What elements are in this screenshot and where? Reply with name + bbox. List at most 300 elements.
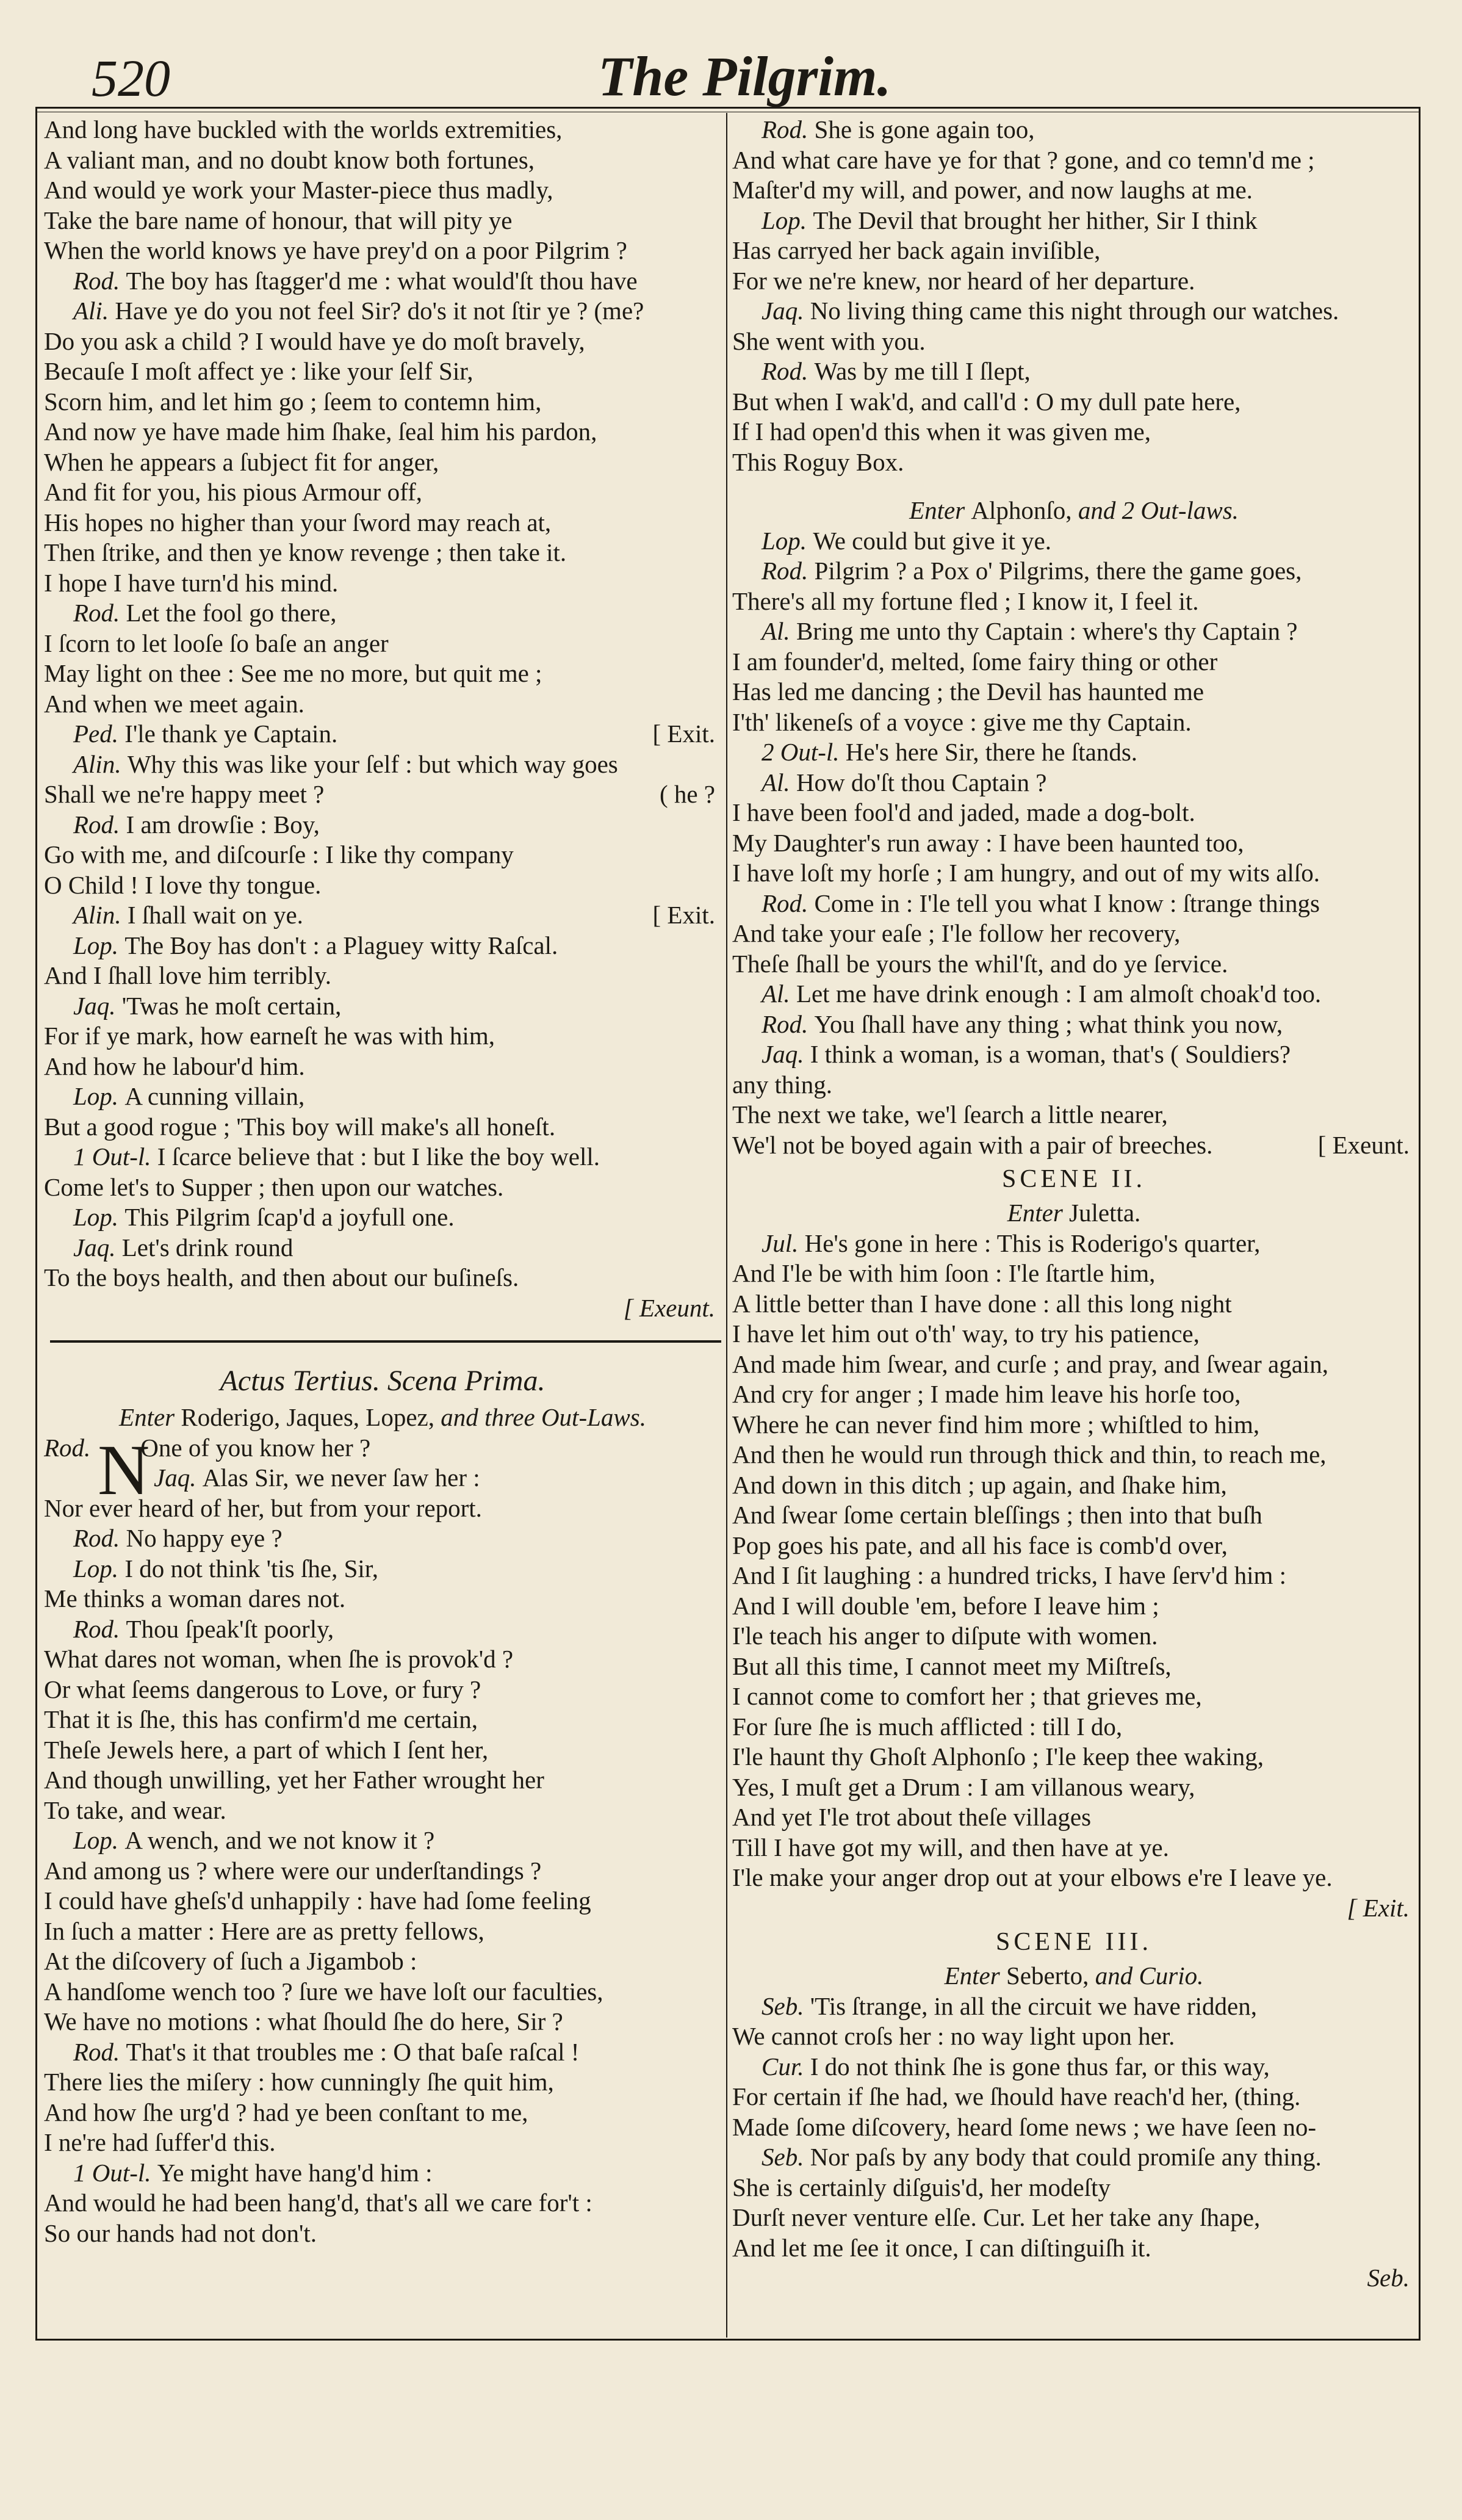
verse-line [732, 145, 1416, 176]
line-text: I ſcorn to let looſe ſo baſe an anger [44, 629, 389, 657]
verse-line [44, 1796, 721, 1826]
line-text: And would ye work your Master-piece thus madly, [44, 176, 553, 204]
verse-line [732, 2203, 1416, 2233]
line-text: That it is ſhe, this has confirm'd me certain, [44, 1705, 478, 1733]
speaker-label: Lop. [73, 1826, 125, 1854]
speaker-label: Jaq. [762, 1040, 810, 1068]
line-text: 'Twas he moſt certain, [121, 991, 342, 1020]
line-text: Becauſe I moſt affect ye : like your ſelf Sir, [44, 357, 474, 385]
verse-line [44, 2007, 721, 2037]
line-text: But all this time, I cannot meet my Miſtreſs, [732, 1652, 1172, 1680]
verse-line [44, 1493, 721, 1524]
speech-line [44, 2158, 721, 2189]
stage-names: Alphonſo, [971, 496, 1078, 524]
speaker-label: Al. [762, 980, 796, 1008]
verse-line [732, 1621, 1416, 1652]
speech-line [44, 1202, 721, 1233]
speech-line [44, 810, 721, 840]
catchword: Seb. [1367, 2264, 1410, 2292]
verse-line [44, 1765, 721, 1796]
verse-line [44, 961, 721, 991]
line-text: The Devil that brought her hither, Sir I think [813, 206, 1258, 234]
speaker-label: Rod. [73, 2037, 126, 2066]
line-text: I cannot come to comfort her ; that grieves me, [732, 1682, 1202, 1710]
verse-line [732, 417, 1416, 447]
verse-line [44, 115, 721, 145]
line-text: When he appears a ſubject fit for anger, [44, 447, 439, 476]
line-text: I'le teach his anger to diſpute with women. [732, 1622, 1158, 1650]
verse-line [732, 1289, 1416, 1320]
verse-line [732, 1130, 1416, 1161]
line-text: There's all my fortune fled ; I know it, I feel it. [732, 587, 1199, 615]
speaker-label: Alin. [73, 901, 128, 929]
line-text: Let the fool go there, [126, 599, 337, 627]
speaker-label: Rod. [762, 1009, 815, 1038]
section-rule [44, 1323, 721, 1360]
speech-line [44, 598, 721, 629]
line-text: Thou ſpeak'ſt poorly, [126, 1614, 334, 1643]
frame-left-rule [35, 107, 37, 2341]
verse-line [44, 1172, 721, 1203]
line-text: And though unwilling, yet her Father wrought her [44, 1766, 544, 1794]
stage-tail: and 2 Out-laws. [1078, 496, 1239, 524]
line-text: Then ſtrike, and then ye know revenge ; then take it. [44, 538, 567, 566]
line-text: One of you know her ? [140, 1433, 371, 1462]
line-text: For if ye mark, how earneſt he was with him, [44, 1022, 495, 1050]
line-text: And long have buckled with the worlds extremities, [44, 115, 563, 143]
line-text: And cry for anger ; I made him leave his horſe too, [732, 1380, 1241, 1408]
line-text: May light on thee : See me no more, but quit me ; [44, 659, 542, 687]
line-text: But when I wak'd, and call'd : O my dull pate here, [732, 387, 1241, 416]
stage-enter: Enter [909, 496, 971, 524]
stage-exit: ( he ? [659, 780, 715, 808]
line-text: In ſuch a matter : Here are as pretty fellows, [44, 1916, 484, 1945]
line-text: He's gone in here : This is Roderigo's quarter, [804, 1229, 1261, 1257]
speaker-label: Jaq. [154, 1464, 203, 1492]
line-text: I have let him out o'th' way, to try his patience, [732, 1320, 1200, 1348]
line-text: And take your eaſe ; I'le follow her recovery, [732, 919, 1181, 947]
line-text: Has led me dancing ; the Devil has haunted me [732, 677, 1205, 706]
speech-line [732, 356, 1416, 387]
verse-line [44, 1886, 721, 1916]
speech-line [732, 1991, 1416, 2022]
verse-line [44, 477, 721, 508]
verse-line [732, 1410, 1416, 1440]
line-text: And down in this ditch ; up again, and ſhake him, [732, 1470, 1227, 1499]
speech-line [44, 1554, 721, 1584]
line-text: And I'le be with him ſoon : I'le ſtartle him, [732, 1259, 1156, 1287]
verse-line [44, 779, 721, 810]
line-text: To the boys health, and then about our buſineſs. [44, 1263, 519, 1291]
speech-line [732, 979, 1416, 1009]
speaker-label: Lop. [73, 1082, 125, 1110]
speaker-label: Rod. [73, 599, 126, 627]
line-text: Was by me till I ſlept, [814, 357, 1031, 385]
stage-tail: and Curio. [1095, 1962, 1204, 1990]
speech-line [732, 556, 1416, 587]
line-text: Let's drink round [121, 1233, 293, 1262]
line-text: Me thinks a woman dares not. [44, 1584, 346, 1612]
line-text: She went with you. [732, 327, 926, 355]
verse-line [732, 266, 1416, 297]
verse-line [732, 587, 1416, 617]
stage-direction [732, 1961, 1416, 1991]
speech-line [44, 296, 721, 327]
speech-line [44, 1614, 721, 1645]
verse-line [732, 949, 1416, 980]
verse-line [44, 356, 721, 387]
speech-line [44, 2037, 721, 2068]
speech-line [44, 1233, 721, 1263]
line-text: Or what ſeems dangerous to Love, or fury ? [44, 1675, 481, 1703]
verse-line [732, 858, 1416, 889]
line-text: And then he would run through thick and thin, to reach me, [732, 1440, 1327, 1468]
verse-line [44, 236, 721, 266]
speaker-label: Rod. [762, 357, 815, 385]
speech-line [732, 1039, 1416, 1070]
verse-line [732, 1531, 1416, 1561]
speaker-label: 1 Out-l. [73, 2158, 157, 2187]
verse-line [732, 1561, 1416, 1591]
line-text: I think a woman, is a woman, that's ( Souldiers? [810, 1040, 1291, 1068]
line-text: At the diſcovery of ſuch a Jigambob : [44, 1947, 417, 1975]
verse-line [44, 2188, 721, 2219]
line-text: Till I have got my will, and then have at ye. [732, 1833, 1169, 1861]
verse-line [732, 1349, 1416, 1380]
line-text: Bring me unto thy Captain : where's thy Captain ? [796, 617, 1298, 645]
line-text: And would he had been hang'd, that's all we care for't : [44, 2189, 592, 2217]
stage-enter: Enter [119, 1403, 181, 1431]
stage-exit: [ Exeunt. [1317, 1130, 1410, 1159]
speaker-label: Jaq. [762, 297, 810, 325]
speech-line [732, 737, 1416, 768]
speech-line [44, 1523, 721, 1554]
stage-direction [732, 1198, 1416, 1229]
line-text: I'th' likeneſs of a voyce : give me thy Captain. [732, 707, 1192, 736]
speaker-label: Alin. [73, 749, 128, 778]
verse-line [44, 145, 721, 176]
line-text: My Daughter's run away : I have been haunted too, [732, 828, 1244, 857]
speech-line [44, 1081, 721, 1112]
line-text: We have no motions : what ſhould ſhe do here, Sir ? [44, 2007, 563, 2035]
line-text: Ye might have hang'd him : [157, 2158, 433, 2187]
line-text: Come in : I'le tell you what I know : ſtrange things [814, 889, 1320, 917]
speaker-label: Lop. [762, 206, 813, 234]
line-text: Where he can never find him more ; whiſtled to him, [732, 1410, 1260, 1439]
speech-line [732, 889, 1416, 919]
verse-line [44, 689, 721, 720]
verse-line [44, 1112, 721, 1143]
stage-exit: [ Exit. [652, 720, 715, 748]
frame-right-rule [1419, 107, 1421, 2341]
verse-line [732, 2112, 1416, 2143]
verse-line [44, 568, 721, 599]
verse-line [44, 1916, 721, 1947]
line-text: I'le haunt thy Ghoſt Alphonſo ; I'le keep thee waking, [732, 1742, 1264, 1771]
line-text: The boy has ſtagger'd me : what would'ſt thou have [126, 266, 638, 295]
verse-line [732, 236, 1416, 266]
act-heading: Actus Tertius. Scena Prima. [220, 1365, 546, 1397]
verse-line [732, 1833, 1416, 1863]
frame-bottom-rule [35, 2339, 1421, 2341]
verse-line [732, 1500, 1416, 1531]
line-text: He's here Sir, there he ſtands. [845, 738, 1138, 766]
verse-line [732, 1100, 1416, 1130]
verse-line [732, 1591, 1416, 1622]
verse-line [732, 647, 1416, 677]
line-text: And I ſhall love him terribly. [44, 961, 332, 989]
verse-line [44, 1644, 721, 1675]
line-text: And ſwear ſome certain bleſſings ; then into that buſh [732, 1501, 1262, 1529]
line-text: You ſhall have any thing ; what think you now, [814, 1009, 1283, 1038]
speaker-label: 1 Out-l. [73, 1143, 157, 1171]
line-text: I ſcarce believe that : but I like the boy well. [157, 1143, 600, 1171]
line-text: And what care have ye for that ? gone, and co temn'd me ; [732, 145, 1315, 174]
line-text: I'le thank ye Captain. [124, 720, 338, 748]
blank-gap [732, 477, 1416, 496]
speaker-label: Rod. [762, 557, 815, 585]
line-text: And I ſit laughing : a hundred tricks, I have ſerv'd him : [732, 1561, 1287, 1589]
line-text: For certain if ſhe had, we ſhould have reach'd her, (thing. [732, 2082, 1301, 2110]
speaker-label: Lop. [73, 1554, 125, 1583]
line-text: How do'ſt thou Captain ? [796, 768, 1047, 796]
speech-line [732, 2052, 1416, 2082]
line-text: Pop goes his pate, and all his face is comb'd over, [732, 1531, 1228, 1559]
verse-line [44, 2219, 721, 2249]
speaker-label: Cur. [762, 2052, 810, 2081]
verse-line [732, 447, 1416, 478]
verse-line [732, 1070, 1416, 1100]
verse-line [732, 327, 1416, 357]
verse-line [44, 417, 721, 447]
stage-direction [44, 1403, 721, 1433]
verse-line [44, 1584, 721, 1614]
stage-enter: Enter [944, 1962, 1006, 1990]
speech-line [732, 206, 1416, 236]
stage-exit: [ Exit. [1347, 1893, 1410, 1922]
line-text: A handſome wench too ? ſure we have loſt our faculties, [44, 1977, 603, 2006]
speech-line [732, 2142, 1416, 2173]
verse-line [732, 387, 1416, 417]
verse-line [44, 1946, 721, 1977]
line-text: I have loſt my horſe ; I am hungry, and out of my wits alſo. [732, 859, 1320, 887]
speaker-label: Lop. [73, 1203, 125, 1231]
verse-line [44, 1705, 721, 1735]
speaker-label: Jul. [762, 1229, 805, 1257]
verse-line [732, 707, 1416, 738]
line-text: And made him ſwear, and curſe ; and pray, and ſwear again, [732, 1349, 1329, 1378]
line-text: I ne're had ſuffer'd this. [44, 2128, 276, 2156]
speech-line [44, 900, 721, 931]
verse-line [732, 1652, 1416, 1682]
verse-line [44, 538, 721, 568]
speech-line [732, 1009, 1416, 1040]
speech-line [732, 526, 1416, 557]
verse-line [44, 2067, 721, 2098]
right-column [732, 115, 1416, 2294]
verse-line [44, 629, 721, 659]
speaker-label: Jaq. [73, 991, 122, 1020]
verse-line [44, 1675, 721, 1705]
speaker-label: Rod. [762, 115, 815, 143]
line-text: But a good rogue ; 'This boy will make's all honeſt. [44, 1112, 556, 1141]
line-text: Theſe Jewels here, a part of which I ſent her, [44, 1735, 489, 1764]
line-text: Durſt never venture elſe. Cur. Let her take any ſhape, [732, 2203, 1261, 2231]
verse-line [732, 677, 1416, 707]
line-text: Go with me, and diſcourſe : I like thy company [44, 840, 514, 868]
speaker-label: Jaq. [73, 1233, 122, 1262]
line-text: She is certainly diſguis'd, her modeſty [732, 2173, 1111, 2201]
speaker-label: Ali. [73, 297, 115, 325]
verse-line [732, 1772, 1416, 1803]
line-text: This Roguy Box. [732, 447, 904, 476]
line-text: I am founder'd, melted, ſome fairy thing or other [732, 647, 1218, 676]
stage-names: Roderigo, Jaques, Lopez, [181, 1403, 441, 1431]
speaker-label: Al. [762, 617, 796, 645]
line-text: I do not think ſhe is gone thus far, or this way, [810, 2052, 1270, 2081]
verse-line [44, 659, 721, 689]
line-text: Scorn him, and let him go ; ſeem to contemn him, [44, 387, 542, 416]
verse-line [732, 1802, 1416, 1833]
drop-capital: N [98, 1429, 150, 1510]
speaker-label: Lop. [762, 526, 813, 555]
rule-bar [50, 1340, 721, 1343]
line-text: Has carryed her back again inviſible, [732, 236, 1101, 264]
line-text: I'le make your anger drop out at your elbows e're I leave ye. [732, 1863, 1333, 1891]
speaker-label: Rod. [73, 1614, 126, 1643]
line-text: And how ſhe urg'd ? had ye been conſtant to me, [44, 2098, 528, 2126]
verse-line [732, 1470, 1416, 1501]
verse-line [732, 919, 1416, 949]
line-text: And how he labour'd him. [44, 1052, 305, 1080]
line-text: Come let's to Supper ; then upon our watches. [44, 1172, 504, 1201]
verse-line [732, 1319, 1416, 1349]
speaker-label: Al. [762, 768, 796, 796]
verse-line [732, 828, 1416, 859]
line-text: His hopes no higher than your ſword may reach at, [44, 508, 552, 536]
speech-line [44, 931, 721, 961]
line-text: If I had open'd this when it was given me, [732, 417, 1151, 446]
left-column [44, 115, 721, 2248]
verse-line [44, 327, 721, 357]
verse-line [44, 447, 721, 478]
line-text: And I will double 'em, before I leave him ; [732, 1591, 1159, 1620]
speech-line [44, 1825, 721, 1856]
line-text: What dares not woman, when ſhe is provok'd ? [44, 1645, 514, 1673]
verse-line [732, 1440, 1416, 1470]
line-text: Alas Sir, we never ſaw her : [202, 1464, 480, 1492]
verse-line [732, 1712, 1416, 1742]
line-text: any thing. [732, 1070, 832, 1099]
line-text: Nor ever heard of her, but from your report. [44, 1493, 482, 1522]
stage-names: Seberto, [1006, 1962, 1095, 1990]
speaker-label: Rod. [73, 266, 126, 295]
line-text: Take the bare name of honour, that will pity ye [44, 206, 513, 234]
verse-line [44, 1977, 721, 2007]
speaker-label: Seb. [762, 1991, 810, 2020]
verse-line [44, 870, 721, 901]
speech-line [44, 719, 721, 749]
speaker-label: Seb. [762, 2143, 810, 2171]
line-text: And yet I'le trot about theſe villages [732, 1803, 1092, 1831]
line-text: Why this was like your ſelf : but which way goes [127, 749, 618, 778]
stage-exit: [ Exeunt. [623, 1293, 715, 1322]
verse-line [44, 1856, 721, 1886]
line-text: Made ſome diſcovery, heard ſome news ; we have ſeen no- [732, 2112, 1317, 2141]
stage-names: Juletta. [1069, 1199, 1141, 1227]
line-text: No living thing came this night through our watches. [810, 297, 1339, 325]
exit-line [44, 1293, 721, 1324]
line-text: She is gone again too, [814, 115, 1035, 143]
line-text: And fit for you, his pious Armour off, [44, 478, 422, 506]
line-text: Nor paſs by any body that could promiſe any thing. [810, 2143, 1322, 2171]
speech-line [732, 115, 1416, 145]
running-title: The Pilgrim. [598, 45, 891, 107]
verse-line [732, 175, 1416, 206]
line-text: This Pilgrim ſcap'd a joyfull one. [124, 1203, 455, 1231]
speech-line [44, 991, 721, 1022]
verse-line [732, 2173, 1416, 2203]
stage-enter: Enter [1007, 1199, 1070, 1227]
verse-line [44, 387, 721, 417]
verse-line [732, 1258, 1416, 1289]
verse-line [732, 1681, 1416, 1712]
line-text: Do you ask a child ? I would have ye do moſt bravely, [44, 327, 585, 355]
verse-line [44, 2098, 721, 2128]
speaker-label: Ped. [73, 720, 125, 748]
line-text: 'Tis ſtrange, in all the circuit we have ridden, [810, 1991, 1257, 2020]
line-text: A wench, and we not know it ? [124, 1826, 435, 1854]
line-text: We cannot croſs her : no way light upon her. [732, 2022, 1175, 2050]
line-text: And when we meet again. [44, 689, 304, 718]
scene-heading: SCENE II. [1002, 1165, 1146, 1193]
line-text: No happy eye ? [126, 1524, 283, 1552]
verse-line [44, 1263, 721, 1293]
verse-line [44, 1735, 721, 1766]
speech-line [732, 616, 1416, 647]
line-text: O Child ! I love thy tongue. [44, 870, 322, 899]
line-text: We'l not be boyed again with a pair of breeches. [732, 1130, 1213, 1159]
verse-line [44, 206, 721, 236]
speech-line [732, 296, 1416, 327]
line-text: I ſhall wait on ye. [127, 901, 303, 929]
line-text: I have been fool'd and jaded, made a dog-bolt. [732, 798, 1195, 826]
line-text: To take, and wear. [44, 1796, 226, 1824]
verse-line [44, 840, 721, 870]
scene-heading: SCENE III. [996, 1928, 1152, 1956]
line-text: For we ne're knew, nor heard of her departure. [732, 266, 1195, 295]
line-text: For ſure ſhe is much afflicted : till I do, [732, 1712, 1123, 1741]
line-text: And among us ? where were our underſtandings ? [44, 1856, 542, 1885]
line-text: Let me have drink enough : I am almoſt choak'd too. [796, 980, 1322, 1008]
line-text: Shall we ne're happy meet ? [44, 780, 325, 808]
line-text: I could have gheſs'd unhappily : have had ſome feeling [44, 1886, 591, 1915]
speech-line [44, 266, 721, 297]
speech-line [732, 1229, 1416, 1259]
line-text: A cunning villain, [124, 1082, 305, 1110]
verse-line [732, 798, 1416, 828]
line-text: Yes, I muſt get a Drum : I am villanous weary, [732, 1772, 1195, 1801]
verse-line [732, 1863, 1416, 1893]
line-text: I hope I have turn'd his mind. [44, 568, 339, 597]
verse-line [44, 1052, 721, 1082]
speaker-label: Rod. [44, 1433, 91, 1462]
verse-line [44, 175, 721, 206]
verse-line [44, 508, 721, 538]
column-divider [726, 113, 727, 2338]
verse-line [732, 2021, 1416, 2052]
speech-line [44, 1142, 721, 1172]
